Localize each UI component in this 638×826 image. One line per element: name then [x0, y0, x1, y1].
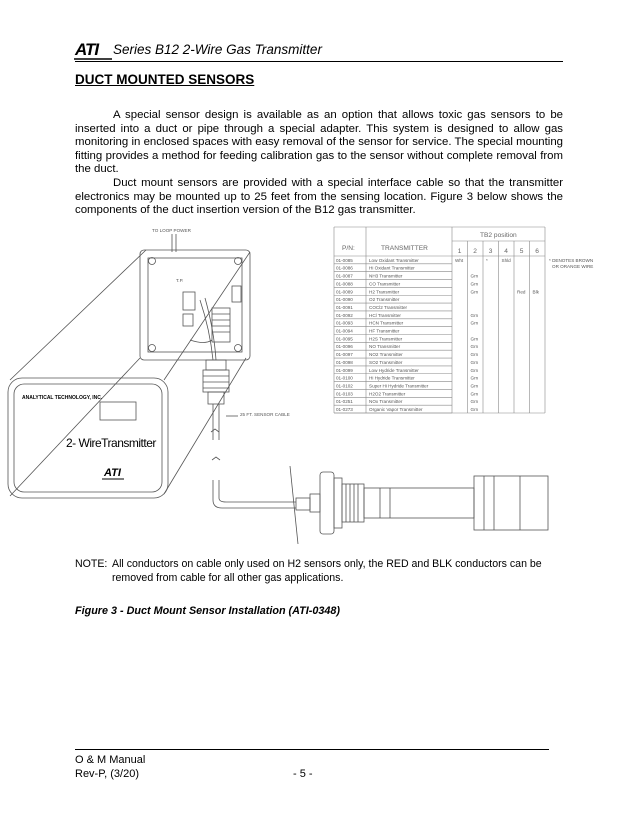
note-line-1: All conductors on cable only used on H2 sensors only, the RED and BLK conductors can be [112, 558, 542, 570]
tb-label: T.P. [176, 278, 184, 283]
table-row-cell: Grn [470, 312, 479, 318]
table-row-name: H2O2 Transmitter [369, 391, 406, 397]
table-row-cell: Shld [501, 257, 511, 263]
table-row-cell: Grn [470, 336, 479, 342]
mount-nut [320, 472, 334, 534]
sensor-head [474, 476, 548, 530]
figure-caption: Figure 3 - Duct Mount Sensor Installation (ATI-0348) [75, 605, 340, 617]
table-note-line-2: OR ORANGE WIRE [552, 264, 594, 269]
table-header-position: 4 [504, 248, 508, 255]
table-row-name: COCl2 Transmitter [369, 304, 408, 310]
footer-revision: Rev-P, (3/20) [75, 768, 139, 780]
table-row-cell: Blk [532, 289, 539, 295]
table-row-pn: 01-0102 [336, 383, 353, 389]
table-row-pn: 01-0085 [336, 257, 353, 263]
table-row-cell: Grn [470, 375, 479, 381]
table-row-name: HCN Transmitter [369, 320, 404, 326]
table-row-cell: Red [517, 289, 526, 295]
device-label: 2- WireTransmitter [66, 436, 156, 450]
table-row-cell: Grn [470, 273, 479, 279]
table-row-name: Hi Oxidant Transmitter [369, 265, 415, 271]
table-note-line-1: * DENOTES BROWN [549, 258, 594, 263]
table-row-name: Organic Vapor Transmitter [369, 407, 423, 412]
note [75, 558, 563, 585]
table-row-name: NH3 Transmitter [369, 273, 403, 279]
table-row-pn: 01-0094 [336, 328, 353, 334]
table-row-pn: 01-0251 [336, 399, 353, 405]
note-label: NOTE: [75, 558, 108, 570]
table-row-pn: 01-0103 [336, 391, 353, 397]
footer-page-number: - 5 - [293, 768, 313, 780]
table-row-pn: 01-0088 [336, 281, 353, 287]
table-header-position: 6 [535, 248, 539, 255]
table-header-transmitter: TRANSMITTER [381, 245, 428, 252]
table-row-cell: * [486, 257, 488, 263]
ati-logo-text: ATI [75, 40, 99, 59]
paragraph-2-text: Duct mount sensors are provided with a special interface cable so that the transmitter electronics may be mounted up to 25 feet from the sensing location. Figure 3 below shows the components of the duct insertion version of the B12 gas transmitter. [75, 177, 563, 217]
table-row-cell: Grn [470, 407, 479, 412]
wiring-table [334, 227, 593, 413]
company-label: ANALYTICAL TECHNOLOGY, INC. [22, 395, 103, 401]
header-title: Series B12 2-Wire Gas Transmitter [113, 42, 322, 57]
display-window [100, 402, 136, 420]
sensor-tube [364, 488, 474, 518]
table-row-cell: Grn [470, 344, 479, 350]
table-row-cell: Grn [470, 391, 479, 397]
table-row-name: Low Hydride Transmitter [369, 367, 419, 373]
table-row-name: Low Oxidant Transmitter [369, 257, 419, 263]
table-row-name: HCl Transmitter [369, 312, 401, 318]
table-row-name: CO Transmitter [369, 281, 401, 287]
table-header-position: 2 [473, 248, 477, 255]
table-row-pn: 01-0093 [336, 320, 353, 326]
table-row-pn: 01-0099 [336, 367, 353, 373]
note-line-2: removed from cable for all other gas applications. [112, 571, 344, 584]
table-row-pn: 01-0092 [336, 312, 353, 318]
table-row-cell: Grn [470, 383, 479, 389]
table-row-pn: 01-0091 [336, 304, 353, 310]
footer-rule [75, 749, 549, 750]
table-row-cell: Wht [455, 257, 464, 263]
table-row-name: NOx Transmitter [369, 399, 403, 405]
terminal-block-3 [212, 308, 230, 342]
table-row-name: HF Transmitter [369, 328, 400, 334]
cable-connector [296, 498, 310, 510]
table-header-position: 5 [519, 248, 524, 255]
table-row-pn: 01-0090 [336, 297, 353, 303]
table-row-pn: 01-0096 [336, 344, 353, 350]
terminal-block-2 [232, 286, 241, 302]
table-row-pn: 01-0089 [336, 289, 353, 295]
table-row-cell: Grn [470, 289, 479, 295]
table-row-pn: 01-0273 [336, 407, 353, 412]
table-row-name: Hi Hydride Transmitter [369, 375, 415, 381]
table-row-cell: Grn [470, 359, 479, 365]
device-logo: ATI [104, 467, 121, 479]
table-row-cell: Grn [470, 399, 479, 405]
cable-label: 25 FT. SENSOR CABLE [240, 412, 290, 417]
footer-manual: O & M Manual [75, 754, 146, 766]
table-row-name: O2 Transmitter [369, 297, 400, 303]
table-row-name: SO2 Transmitter [369, 359, 403, 365]
table-row-cell: Grn [470, 367, 479, 373]
table-row-name: Super Hi Hydride Transmitter [369, 383, 429, 389]
table-header-pn: P/N: [342, 245, 355, 252]
table-row-name: H2S Transmitter [369, 336, 403, 342]
table-row-pn: 01-0086 [336, 265, 353, 271]
table-header-position: 3 [488, 248, 493, 255]
section-title: DUCT MOUNTED SENSORS [75, 72, 255, 87]
table-header-position: 1 [457, 248, 462, 255]
terminal-block-1 [183, 292, 195, 310]
table-row-name: NO2 Transmitter [369, 352, 403, 358]
table-row-pn: 01-0087 [336, 273, 353, 279]
table-row-name: NO Transmitter [369, 344, 401, 350]
threaded-body [342, 484, 364, 522]
table-row-pn: 01-0100 [336, 375, 353, 381]
table-header-tb2: TB2 position [480, 232, 517, 239]
table-row-pn: 01-0098 [336, 359, 353, 365]
table-row-cell: Grn [470, 281, 479, 287]
table-row-pn: 01-0097 [336, 352, 353, 358]
table-row-pn: 01-0095 [336, 336, 353, 342]
table-row-name: H2 Transmitter [369, 289, 400, 295]
paragraph-1-text: A special sensor design is available as an option that allows toxic gas sensors to be inserted into a duct or pipe through a special adapter. This system is designed to allow gas monitoring in enclosed spaces with easy removal of the sensor for service. The special mounting fitting provides a method for feeding calibration gas to the sensor without complete removal from the duct. [75, 109, 563, 176]
table-row-cell: Grn [470, 320, 479, 326]
table-row-cell: Grn [470, 352, 479, 358]
loop-power-label: TO LOOP POWER [152, 228, 191, 233]
